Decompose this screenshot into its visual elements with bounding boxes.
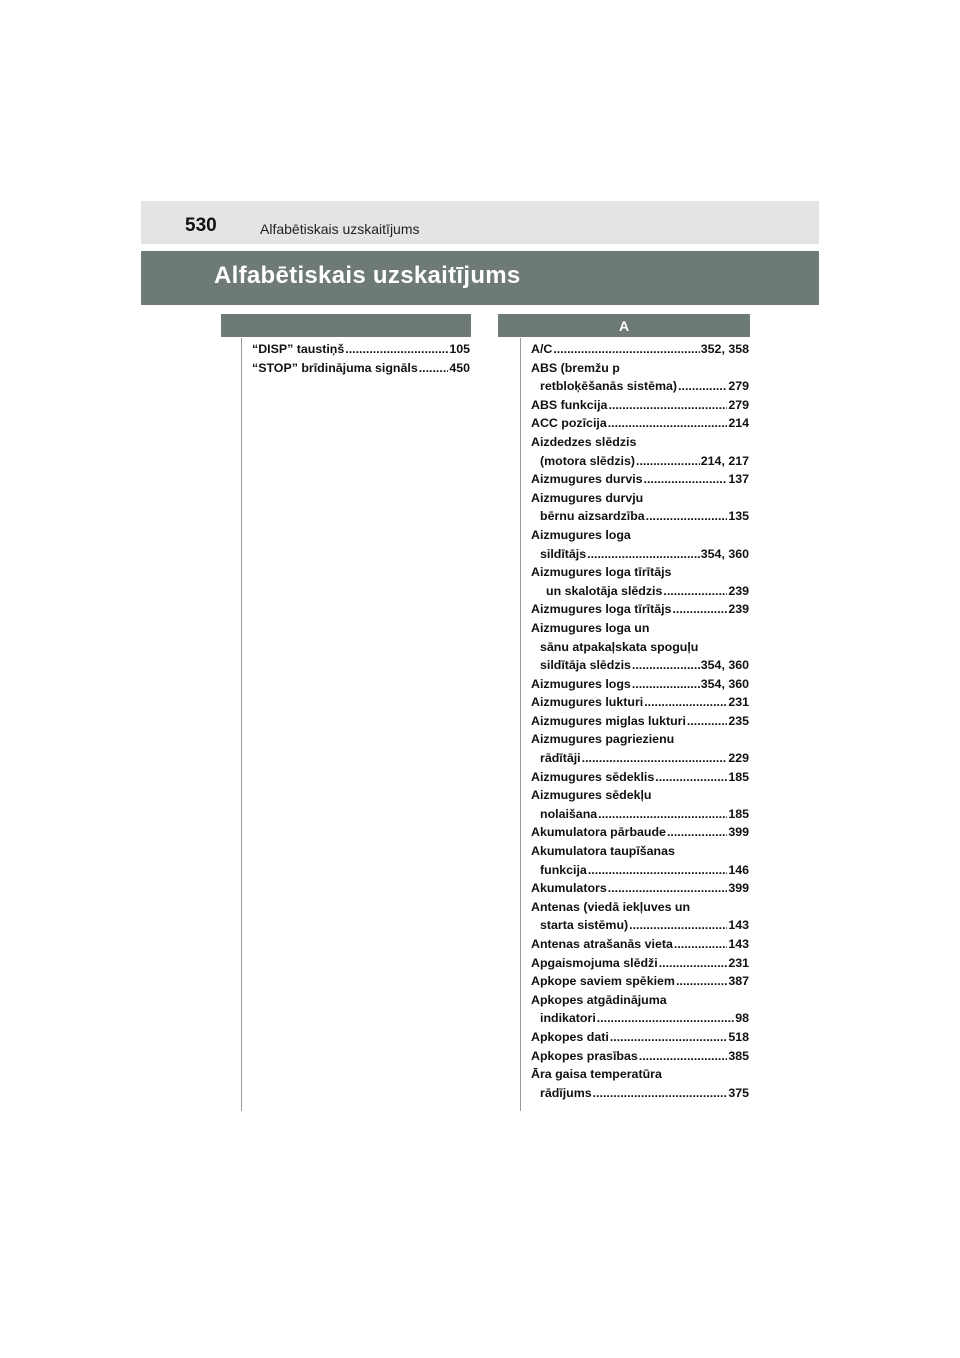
index-term: Apgaismojuma slēdži — [531, 955, 658, 970]
index-entry — [531, 879, 749, 898]
dot-leader — [655, 768, 727, 787]
page-reference[interactable]: 354, 360 — [700, 546, 749, 561]
dot-leader — [678, 377, 727, 396]
index-entry — [531, 1028, 749, 1047]
right-column-heading: A — [498, 314, 750, 337]
dot-leader — [674, 935, 727, 954]
dot-leader — [687, 712, 727, 731]
index-term: “DISP” taustiņš — [252, 342, 345, 356]
index-entry — [531, 619, 749, 675]
index-term: Apkopes atgādinājuma — [531, 992, 667, 1007]
dot-leader — [639, 1047, 728, 1066]
index-term: funkcija — [540, 862, 587, 877]
index-term: Aizmugures logs — [531, 676, 631, 691]
index-term: Apkopes prasības — [531, 1048, 638, 1063]
index-entry — [531, 768, 749, 787]
dot-leader — [629, 916, 727, 935]
index-entry — [531, 898, 749, 935]
dot-leader — [632, 656, 700, 675]
index-term: indikatori — [540, 1011, 596, 1026]
index-entry — [531, 470, 749, 489]
dot-leader — [646, 507, 728, 526]
page-reference[interactable]: 146 — [728, 862, 749, 877]
dot-leader — [587, 545, 700, 564]
index-entry — [252, 359, 470, 378]
index-entry — [531, 991, 749, 1028]
page-reference[interactable]: 231 — [728, 955, 749, 970]
left-column-rule — [241, 338, 242, 1111]
index-term: ABS funkcija — [531, 397, 608, 412]
dot-leader — [610, 1028, 728, 1047]
index-term: Aizmugures miglas lukturi — [531, 713, 686, 728]
page-reference[interactable]: 235 — [728, 713, 749, 728]
index-term: rādītāji — [540, 751, 581, 766]
index-entry — [531, 414, 749, 433]
index-term: Aizmugures loga tīrītājs — [531, 565, 672, 580]
page-reference[interactable]: 518 — [728, 1029, 749, 1044]
index-term: Aizmugures pagriezienu — [531, 732, 675, 747]
page-number: 530 — [185, 215, 217, 236]
page-reference[interactable]: 387 — [728, 974, 749, 989]
running-header-bar — [141, 201, 819, 244]
index-entry — [531, 526, 749, 563]
index-term: Antenas (viedā iekļuves un — [531, 899, 691, 914]
page-reference[interactable]: 279 — [728, 397, 749, 412]
page-title: Alfabētiskais uzskaitījums — [214, 262, 521, 289]
dot-leader — [419, 359, 449, 378]
dot-leader — [553, 340, 699, 359]
index-entry — [531, 954, 749, 973]
page-reference[interactable]: 185 — [728, 806, 749, 821]
page-reference[interactable]: 231 — [728, 695, 749, 710]
index-term: Antenas atrašanās vieta — [531, 937, 673, 951]
index-entry — [531, 340, 749, 359]
index-term: Apkope saviem spēkiem — [531, 974, 675, 989]
dot-leader — [588, 861, 727, 880]
index-entry — [252, 340, 470, 359]
right-index-list — [531, 340, 749, 1102]
dot-leader — [644, 693, 727, 712]
index-term: Akumulatora taupīšanas — [531, 844, 675, 859]
right-column-rule — [520, 338, 521, 1111]
index-entry — [531, 935, 749, 954]
index-term: (motora slēdzis) — [540, 453, 636, 468]
page-reference[interactable]: 239 — [728, 583, 749, 598]
index-term: Aizmugures loga tīrītājs — [531, 602, 672, 617]
index-term: Aizmugures sēdekļu — [531, 788, 652, 803]
dot-leader — [608, 879, 728, 898]
dot-leader — [663, 582, 727, 601]
page-reference[interactable]: 135 — [728, 509, 749, 524]
index-term: nolaišana — [540, 806, 598, 821]
index-term: Akumulators — [531, 881, 607, 896]
dot-leader — [644, 470, 728, 489]
running-head: Alfabētiskais uzskaitījums — [260, 221, 420, 237]
index-term: Aizmugures loga — [531, 527, 631, 542]
index-term: A/C — [531, 342, 553, 356]
page-reference[interactable]: 137 — [728, 472, 749, 487]
page-reference[interactable]: 214 — [728, 416, 749, 431]
page-reference[interactable]: 185 — [728, 769, 749, 784]
index-term: Aizmugures durvju — [531, 490, 644, 505]
index-term: Aizdedzes slēdzis — [531, 434, 637, 449]
dot-leader — [582, 749, 728, 768]
page-reference[interactable]: 399 — [728, 825, 749, 840]
index-term: rādījums — [540, 1085, 592, 1100]
index-term: bērnu aizsardzība — [540, 509, 645, 524]
dot-leader — [345, 340, 448, 359]
page-reference[interactable]: 450 — [449, 360, 470, 375]
dot-leader — [667, 823, 727, 842]
index-entry — [531, 786, 749, 823]
dot-leader — [593, 1084, 728, 1103]
dot-leader — [659, 954, 728, 973]
page-reference[interactable]: 279 — [728, 379, 749, 394]
index-entry — [531, 730, 749, 767]
index-entry — [531, 972, 749, 991]
index-entry — [531, 712, 749, 731]
dot-leader — [676, 972, 727, 991]
page-reference[interactable]: 98 — [735, 1011, 749, 1026]
dot-leader — [636, 452, 700, 471]
page-reference[interactable]: 352, 358 — [700, 342, 749, 356]
index-entry — [531, 563, 749, 600]
index-entry — [531, 1065, 749, 1102]
dot-leader — [598, 805, 727, 824]
index-term: Aizmugures sēdeklis — [531, 769, 655, 784]
page-reference[interactable]: 105 — [449, 342, 470, 356]
index-entry — [531, 600, 749, 619]
index-term: Aizmugures loga un — [531, 620, 650, 635]
index-entry — [531, 433, 749, 470]
index-term: Āra gaisa temperatūra — [531, 1067, 662, 1082]
dot-leader — [608, 414, 728, 433]
page-reference[interactable]: 229 — [728, 751, 749, 766]
index-entry — [531, 842, 749, 879]
index-term: starta sistēmu) — [540, 918, 629, 933]
left-index-list — [252, 340, 470, 377]
index-entry — [531, 489, 749, 526]
index-term: Akumulatora pārbaude — [531, 825, 666, 840]
index-term: “STOP” brīdinājuma signāls — [252, 360, 418, 375]
index-term: un skalotāja slēdzis — [546, 583, 663, 598]
page-reference[interactable]: 239 — [728, 602, 749, 617]
index-term: retbloķēšanās sistēma) — [540, 379, 678, 394]
dot-leader — [597, 1009, 734, 1028]
index-term: Apkopes dati — [531, 1029, 609, 1044]
index-term: Aizmugures durvis — [531, 472, 643, 487]
dot-leader — [608, 396, 727, 415]
page-reference[interactable]: 354, 360 — [700, 676, 749, 691]
index-term: ABS (bremžu p — [531, 360, 620, 375]
index-entry — [531, 359, 749, 396]
index-term: sildītājs — [540, 546, 587, 561]
index-entry — [531, 823, 749, 842]
index-entry — [531, 396, 749, 415]
left-column-heading — [221, 314, 471, 337]
page-reference[interactable]: 375 — [728, 1085, 749, 1100]
index-term: sildītāja slēdzis — [540, 658, 631, 673]
page-reference[interactable]: 214, 217 — [700, 453, 749, 468]
index-term: Aizmugures lukturi — [531, 695, 644, 710]
page-reference[interactable]: 143 — [728, 937, 749, 951]
page-reference[interactable]: 354, 360 — [700, 658, 749, 673]
index-entry — [531, 1047, 749, 1066]
dot-leader — [672, 600, 727, 619]
index-entry — [531, 693, 749, 712]
page-reference[interactable]: 143 — [728, 918, 749, 933]
index-entry — [531, 675, 749, 694]
page-reference[interactable]: 399 — [728, 881, 749, 896]
index-term: ACC pozīcija — [531, 416, 607, 431]
dot-leader — [632, 675, 700, 694]
page-reference[interactable]: 385 — [728, 1048, 749, 1063]
index-term: sānu atpakaļskata spoguļu — [540, 639, 699, 654]
